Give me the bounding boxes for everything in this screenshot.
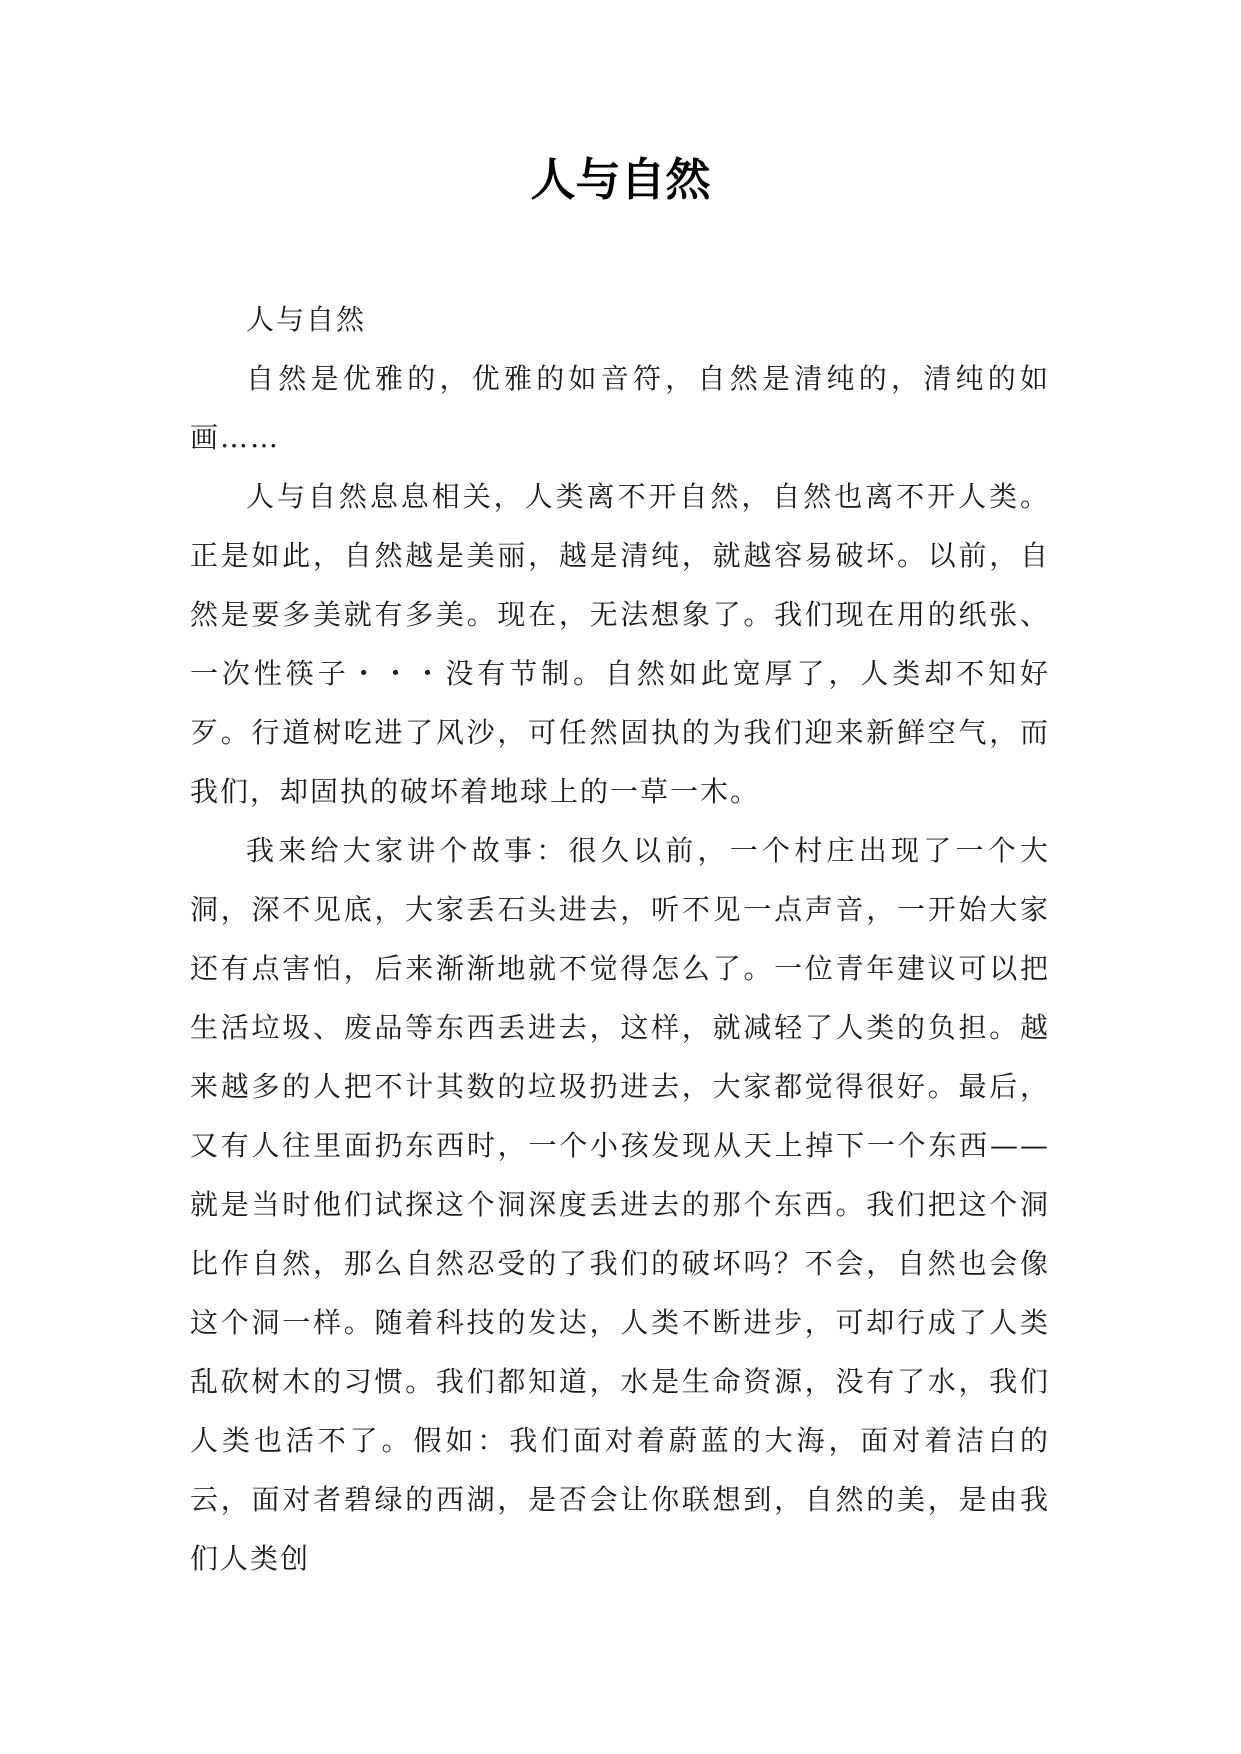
paragraph-intro: 自然是优雅的，优雅的如音符，自然是清纯的，清纯的如画…… (190, 362, 1050, 454)
document-title: 人与自然 (530, 153, 711, 206)
paragraph-relationship: 人与自然息息相关，人类离不开自然，自然也离不开人类。正是如此，自然越是美丽，越是清纯，就越容易破坏。以前，自然是要多美就有多美。现在，无法想象了。我们现在用的纸张、一次性筷子・・・没有节制。自然如此宽厚了，人类却不知好歹。行道树吃进了风沙，可任然固执的为我们迎来新鲜空气，而我们，却固执的破坏着地球上的一草一木。 (190, 480, 1050, 808)
paragraph-story: 我来给大家讲个故事：很久以前，一个村庄出现了一个大洞，深不见底，大家丢石头进去，听不见一点声音，一开始大家还有点害怕，后来渐渐地就不觉得怎么了。一位青年建议可以把生活垃圾、废品等东西丢进去，这样，就减轻了人类的负担。越来越多的人把不计其数的垃圾扔进去，大家都觉得很好。最后，又有人往里面扔东西时，一个小孩发现从天上掉下一个东西——就是当时他们试探这个洞深度丢进去的那个东西。我们把这个洞比作自然，那么自然忍受的了我们的破坏吗？不会，自然也会像这个洞一样。随着科技的发达，人类不断进步，可却行成了人类乱砍树木的习惯。我们都知道，水是生命资源，没有了水，我们人类也活不了。假如：我们面对着蔚蓝的大海，面对着洁白的云，面对者碧绿的西湖，是否会让你联想到，自然的美，是由我们人类创 (190, 834, 1050, 1575)
document-body (190, 290, 1050, 1588)
paragraph-subtitle: 人与自然 (246, 303, 367, 336)
